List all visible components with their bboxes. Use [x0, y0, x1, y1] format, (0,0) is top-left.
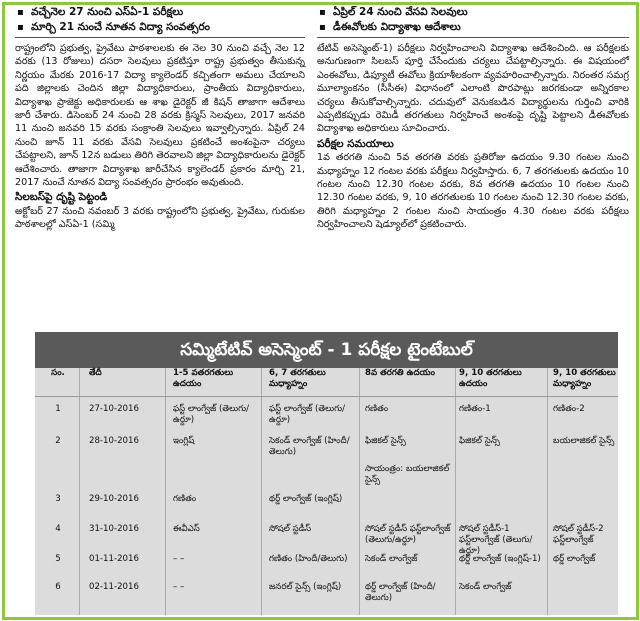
row-class-9-10-afternoon: సోషల్ స్టడీస్-2 ఫస్ట్‌లాంగ్వేజ్ — [553, 524, 604, 545]
newspaper-clipping — [2, 2, 639, 620]
right-highlights — [317, 5, 629, 35]
row-class-8: సోషల్ స్టడీస్ ఫస్ట్‌లాంగ్వేజ్ (తెలుగు/ఉర్దూ) — [365, 524, 451, 545]
row-sn: 5 — [55, 554, 61, 564]
left-subheading: సిలబస్‌పై దృష్టి పెట్టండి — [15, 191, 108, 204]
row-class-9-10-morning: ఫిజికల్ సైన్స్ — [459, 436, 500, 446]
exam-timetable — [35, 332, 618, 615]
row-class-1-5: ఇంగ్లిష్ — [173, 436, 195, 446]
row-class-6-7: ఫస్ట్ లాంగ్వేజ్ (తెలుగు/ఉర్దూ) — [269, 404, 346, 425]
column-divider — [79, 368, 80, 615]
row-class-1-5: గణితం — [173, 494, 197, 504]
header-class-9-10-afternoon: 9, 10 తరగతులు మధ్యాహ్నం — [553, 368, 616, 389]
header-class-1-5: 1-5 వతరగతులు ఉదయం — [173, 368, 234, 389]
header-date: తేదీ — [89, 368, 102, 378]
left-column — [15, 5, 305, 232]
left-highlight-2: ▪ మార్చి 21 నుంచే నూతన విద్యా సంవత్సరం — [15, 20, 305, 35]
row-class-8: థర్డ్ లాంగ్వేజ్ (హిందీ/తెలుగు) — [365, 582, 436, 603]
header-sn: సం. — [51, 368, 65, 378]
row-class-8: సాయంత్రం: బయలాజికల్ సైన్స్ — [365, 464, 450, 485]
row-sn: 6 — [55, 582, 61, 592]
left-paragraph-1: రాష్ట్రంలోని ప్రభుత్వ, ప్రైవేటు పాఠశాలలకు ఈ నెల 30 నుంచి వచ్చే నెల 12 వరకు (13 రోజులు) దసరా సెలవులు ప్రకటిస్తూ రాష్ట్ర ప్రభుత్వం తీసుకున్న నిర్ణయం మేరకు 2016-17 విద్యా క్యాలెండర్ కచ్చితంగా అమలు చేయాలని పది జిల్లాలకు చెందిన జిల్లా విద్యాధికారులు, ప్రాంతీయ విద్యాధికారులు, విద్యాశాఖ ప్రాజెక్టు అధికారులకు ఆ శాఖ డైరెక్టర్ జీ కిషన్ తాజాగా ఆదేశాలు జారీ చేశారు. డిసెంబర్ 24 నుంచి 28 వరకు క్రిస్మస్ సెలవులు, 2017 జనవరి 11 నుంచి జనవరి 15 వరకు సంక్రాంతి సెలవులు ఇవ్వాల్సిన్నారు. ఏప్రిల్ 24 నుంచి జూన్ 11 వరకు వేసవి సెలవులు ప్రకటించే అంశంపైనా చర్యలు చేపట్టాలని, జూన్ 12న బడులు తిరిగి తెరవాలని జిల్లా విద్యాధికారులను డైరెక్టర్ ఆదేశించారు. తాజాగా విద్యాశాఖ జారీచేసిన క్యాలెండర్ ప్రకారం మార్చి 21, 2017 నుంచే నూతన విద్యా సంవత్సరం ప్రారంభం అవుతుంది. — [15, 43, 305, 189]
row-class-9-10-morning: సోషల్ స్టడీస్-1 ఫస్ట్‌లాంగ్వేజ్ (తెలుగు/ఉర్దూ) — [459, 524, 533, 556]
header-class-9-10-morning: 9, 10 తరగతులు ఉదయం — [459, 368, 522, 389]
row-class-9-10-afternoon: గణితం-2 — [553, 404, 585, 414]
row-class-9-10-morning: థర్డ్ లాంగ్వేజ్ (ఇంగ్లిష్-1) — [459, 554, 541, 564]
row-sn: 4 — [55, 524, 61, 534]
row-date: 28-10-2016 — [89, 436, 139, 446]
row-class-9-10-afternoon: థర్డ్ లాంగ్వేజ్ — [553, 554, 596, 564]
column-divider — [261, 368, 262, 615]
row-sn: 3 — [55, 494, 61, 504]
right-paragraph-2: 1వ తరగతి నుంచి 5వ తరగతి వరకు ప్రతిరోజు ఉదయం 9.30 గంటల నుంచి మధ్యాహ్నం 12 గంటల వరకు పరీక్షలు నిర్వహిస్తారు. 6, 7 తరగతులకు ఉదయం 10 గంటల నుంచి 12.30 గంటల వరకు, 8వ తరగతి ఉదయం 10 గంటల నుంచి 12.30 గంటల వరకు, 9, 10 తరగతులకు 10 గంటల నుంచి 12.30 గంటల వరకు, తిరిగి మధ్యాహ్నం 2 గంటల నుంచి సాయంత్రం 4.30 గంటల వరకు పరీక్షలు నిర్వహించాలని షెడ్యూల్‌లో ప్రకటించారు. — [317, 152, 629, 231]
row-date: 29-10-2016 — [89, 494, 139, 504]
row-class-8: గణితం — [365, 404, 389, 414]
column-divider — [359, 368, 360, 615]
right-subheading: పరీక్షల సమయాలు — [317, 137, 394, 150]
row-class-9-10-morning: గణితం-1 — [459, 404, 491, 414]
row-date: 02-11-2016 — [89, 582, 139, 592]
row-date: 01-11-2016 — [89, 554, 139, 564]
row-class-6-7: గణితం (హిందీ/తెలుగు) — [269, 554, 348, 564]
header-class-8: 8వ తరగతి ఉదయం — [365, 368, 435, 378]
right-highlight-1: ▪ ఏప్రిల్ 24 నుంచి వేసవి సెలవులు — [317, 5, 629, 20]
row-class-6-7: థర్డ్ లాంగ్వేజ్ (ఇంగ్లిష్) — [269, 494, 343, 504]
right-paragraph-1: టేటివ్ అసెస్మెంట్-1) పరీక్షలు నిర్వహించాలని విద్యాశాఖ ఆదేశించింది. ఆ పరీక్షలకు అనుగుణంగా సిలబస్ పూర్తి చేసేందుకు చర్యలు చేపట్టాల్సిన్నారు. ఈ విషయంలో ఎంఈవోలు, డిప్యూటీ ఈవోలు క్రియాశీలకంగా వ్యవహరించాల్సిన్నారు. నిరంతర సమగ్ర మూల్యాంకనం (సీసీఈ) విధానంలో ఎలాంటి పొరపాట్లు జరగకుండా అన్నిరకాల చర్యలు తీసుకోవాల్సిన్నారు. చదువులో వెనుకబడిన విద్యార్థులను గుర్తించి వారికి ఎప్పటికప్పుడు రెమిడీ తరగతులు నిర్వహించే అంశంపై దృష్టి పెట్టాలని డీఈవోలకు విద్యాశాఖ అధికారులు సూచించారు. — [317, 43, 629, 135]
row-class-1-5: – – — [173, 554, 185, 564]
timetable-header-row — [35, 368, 618, 397]
left-highlights — [15, 5, 305, 35]
row-class-8: సెకండ్ లాంగ్వేజ్ — [365, 554, 418, 564]
left-highlight-1: ▪ వచ్చేనెల 27 నుంచి ఎస్ఏ-1 పరీక్షలు — [15, 5, 305, 20]
row-date: 31-10-2016 — [89, 524, 139, 534]
row-class-9-10-afternoon: బయలాజికల్ సైన్స్ — [553, 436, 615, 446]
row-class-8: ఫిజికల్ సైన్స్ — [365, 436, 406, 446]
row-sn: 1 — [55, 404, 61, 414]
timetable-title: సమ్మిటేటివ్ అసెస్మెంట్ - 1 పరీక్షల టైంటేబుల్ — [35, 332, 618, 368]
column-divider — [165, 368, 166, 615]
row-class-6-7: జనరల్ సైన్స్ (ఇంగ్లిష్) — [269, 582, 342, 592]
row-class-6-7: సెకండ్ లాంగ్వేజ్ (హిందీ/తెలుగు) — [269, 436, 350, 457]
left-paragraph-2: అక్టోబర్ 27 నుంచి నవంబర్ 3 వరకు రాష్ట్రంలోని ప్రభుత్వ, ప్రైవేటు, గురుకుల పాఠశాలల్లో ఎస్ఏ-1 (సమ్మి — [15, 205, 305, 231]
row-class-1-5: ఈవీఎస్ — [173, 524, 200, 534]
right-highlight-2: ▪ డీఈవోలకు విద్యాశాఖ ఆదేశాలు — [317, 20, 629, 35]
right-column — [317, 5, 629, 232]
row-date: 27-10-2016 — [89, 404, 139, 414]
right-divider — [317, 37, 629, 38]
row-class-1-5: – – — [173, 582, 185, 592]
left-divider — [15, 37, 305, 38]
row-class-6-7: సోషల్ స్టడీస్ — [269, 524, 312, 534]
row-sn: 2 — [55, 436, 61, 446]
header-class-6-7: 6, 7 తరగతులు మధ్యాహ్నం — [269, 368, 326, 389]
row-class-1-5: ఫస్ట్ లాంగ్వేజ్ (తెలుగు/ఉర్దూ) — [173, 404, 250, 425]
row-class-9-10-morning: సెకండ్ లాంగ్వేజ్ — [459, 582, 512, 592]
